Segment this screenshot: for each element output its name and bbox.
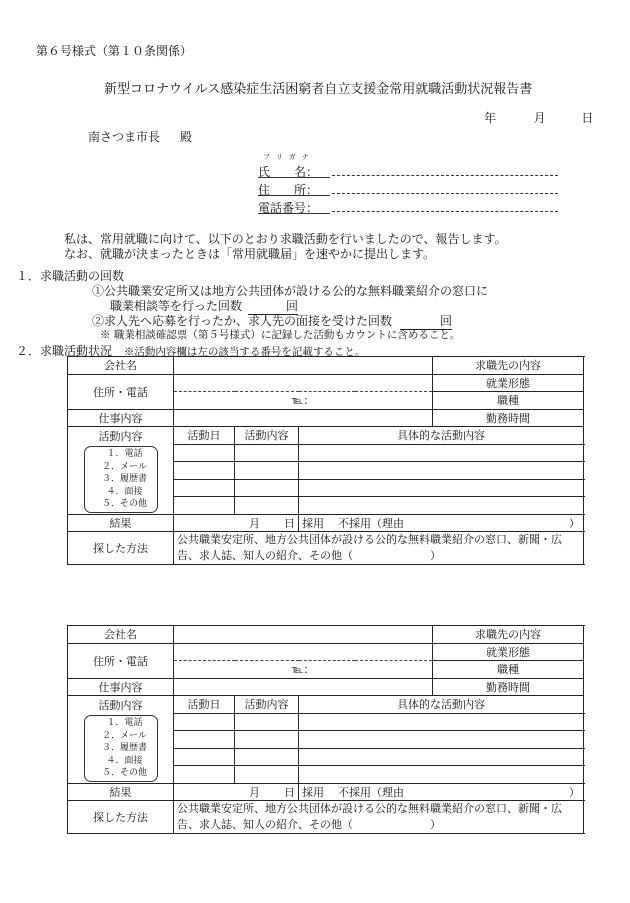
activity-content-input[interactable] [235,479,299,497]
activity-table-2 [67,625,584,834]
activity-date-input[interactable] [174,444,235,462]
specific-activity-input[interactable] [299,731,584,749]
job-description-label: 仕事内容 [68,409,174,427]
activity-date-header: 活動日 [174,696,235,714]
date-year-label: 年 [484,111,497,125]
section1-note: ※ 職業相談確認票（第５号様式）に記録した活動もカウントに含めること。 [100,329,461,341]
specific-activity-header: 具体的な活動内容 [299,427,584,445]
company-name-input[interactable] [174,626,433,644]
date-month-label: 月 [533,111,546,125]
result-outcome-cell[interactable]: 採用 不採用（理由 ） [299,514,584,532]
address-field[interactable] [258,181,558,197]
document-title: 新型コロナウイルス感染症生活困窮者自立支援金常用就職活動状況報告書 [104,82,533,97]
job-description-label: 仕事内容 [68,678,174,696]
job-description-input[interactable] [174,678,433,696]
address-phone-label: 住所・電話 [68,374,174,409]
activity-content-label-cell: 活動内容 １．電話 ２．メール ３．履歴書 ４．面接 ５．その他 [68,427,174,515]
activity-content-header: 活動内容 [235,427,299,445]
hired-option[interactable]: 採用 [302,785,324,799]
job-description-input[interactable] [174,409,433,427]
activity-date-header: 活動日 [174,427,235,445]
activity-date-input[interactable] [174,497,235,515]
working-hours-label: 勤務時間 [433,409,584,427]
intro-line-2: なお、就職が決まったときは「常用就職届」を速やかに提出します。 [64,247,436,261]
result-label: 結果 [68,783,174,801]
employer-details-label: 求職先の内容 [433,357,584,375]
consultation-count-input[interactable]: 回 [248,297,298,315]
specific-activity-input[interactable] [299,479,584,497]
company-phone-input[interactable]: ℡： [174,661,433,679]
specific-activity-input[interactable] [299,713,584,731]
activity-date-input[interactable] [174,748,235,766]
result-date-input[interactable]: 月 日 [174,514,299,532]
phone-label: 電話番号： [258,201,319,215]
section1-item1-line2: 職業相談等を行った回数 回 [110,299,299,313]
address-input-line[interactable] [332,193,558,194]
section2-heading: ２．求職活動状況 [16,344,113,358]
date-day-label: 日 [581,111,594,125]
activity-date-input[interactable] [174,731,235,749]
section1-heading: １．求職活動の回数 [16,269,125,283]
section2-note: ※活動内容欄は左の該当する番号を記載すること。 [123,346,366,358]
name-input-line[interactable] [332,175,558,176]
activity-options-list: １．電話 ２．メール ３．履歴書 ４．面接 ５．その他 [84,715,158,782]
result-outcome-cell[interactable]: 採用 不採用（理由 ） [299,783,584,801]
job-type-label: 職種 [433,661,584,679]
specific-activity-header: 具体的な活動内容 [299,696,584,714]
activity-date-input[interactable] [174,766,235,784]
specific-activity-input[interactable] [299,462,584,480]
activity-content-input[interactable] [235,731,299,749]
name-field[interactable] [258,163,558,179]
activity-content-label-cell: 活動内容 １．電話 ２．メール ３．履歴書 ４．面接 ５．その他 [68,696,174,784]
company-name-label: 会社名 [68,357,174,375]
activity-content-input[interactable] [235,766,299,784]
activity-table-1 [67,356,584,565]
company-name-label: 会社名 [68,626,174,644]
activity-content-input[interactable] [235,462,299,480]
intro-line-1: 私は、常用就職に向けて、以下のとおり求職活動を行いましたので、報告します。 [64,232,507,246]
phone-field[interactable] [258,199,558,215]
result-label: 結果 [68,514,174,532]
application-count-input[interactable]: 回 [400,312,452,330]
search-method-options[interactable]: 公共職業安定所、地方公共団体が設ける公的な無料職業紹介の窓口、新聞・広 告、求人誌、知人の紹介、その他（ ） [174,801,584,834]
specific-activity-input[interactable] [299,766,584,784]
company-address-input[interactable] [174,374,433,392]
company-address-input[interactable] [174,643,433,661]
not-hired-option[interactable]: 不採用（理由 [338,785,404,799]
hired-option[interactable]: 採用 [302,516,324,530]
search-method-label: 探した方法 [68,801,174,834]
addressee-suffix: 殿 [180,130,193,144]
addressee-name: 南さつま市長 [88,130,161,144]
job-type-label: 職種 [433,392,584,410]
date-line [484,109,593,126]
result-date-input[interactable]: 月 日 [174,783,299,801]
activity-content-input[interactable] [235,713,299,731]
form-number: 第６号様式（第１０条関係） [36,44,193,58]
working-hours-label: 勤務時間 [433,678,584,696]
name-label: 氏 名： [258,165,319,179]
activity-date-input[interactable] [174,713,235,731]
specific-activity-input[interactable] [299,497,584,515]
section1-item2: ②求人先へ応募を行ったか、求人先の面接を受けた回数 回 [92,314,453,328]
addressee [88,128,192,145]
activity-date-input[interactable] [174,462,235,480]
activity-date-input[interactable] [174,479,235,497]
search-method-label: 探した方法 [68,532,174,565]
activity-content-header: 活動内容 [235,696,299,714]
specific-activity-input[interactable] [299,748,584,766]
activity-content-input[interactable] [235,748,299,766]
company-phone-input[interactable]: ℡： [174,392,433,410]
section1-item1-line1: ①公共職業安定所又は地方公共団体が設ける公的な無料職業紹介の窓口に [92,284,489,298]
employment-type-label: 就業形態 [433,374,584,392]
activity-content-input[interactable] [235,497,299,515]
search-method-options[interactable]: 公共職業安定所、地方公共団体が設ける公的な無料職業紹介の窓口、新聞・広 告、求人誌、知人の紹介、その他（ ） [174,532,584,565]
address-label: 住 所： [258,183,319,197]
furigana-label: フリガナ [263,153,315,161]
employment-type-label: 就業形態 [433,643,584,661]
phone-input-line[interactable] [332,211,558,212]
activity-content-input[interactable] [235,444,299,462]
not-hired-option[interactable]: 不採用（理由 [338,516,404,530]
company-name-input[interactable] [174,357,433,375]
employer-details-label: 求職先の内容 [433,626,584,644]
address-phone-label: 住所・電話 [68,643,174,678]
activity-options-list: １．電話 ２．メール ３．履歴書 ４．面接 ５．その他 [84,446,158,513]
specific-activity-input[interactable] [299,444,584,462]
